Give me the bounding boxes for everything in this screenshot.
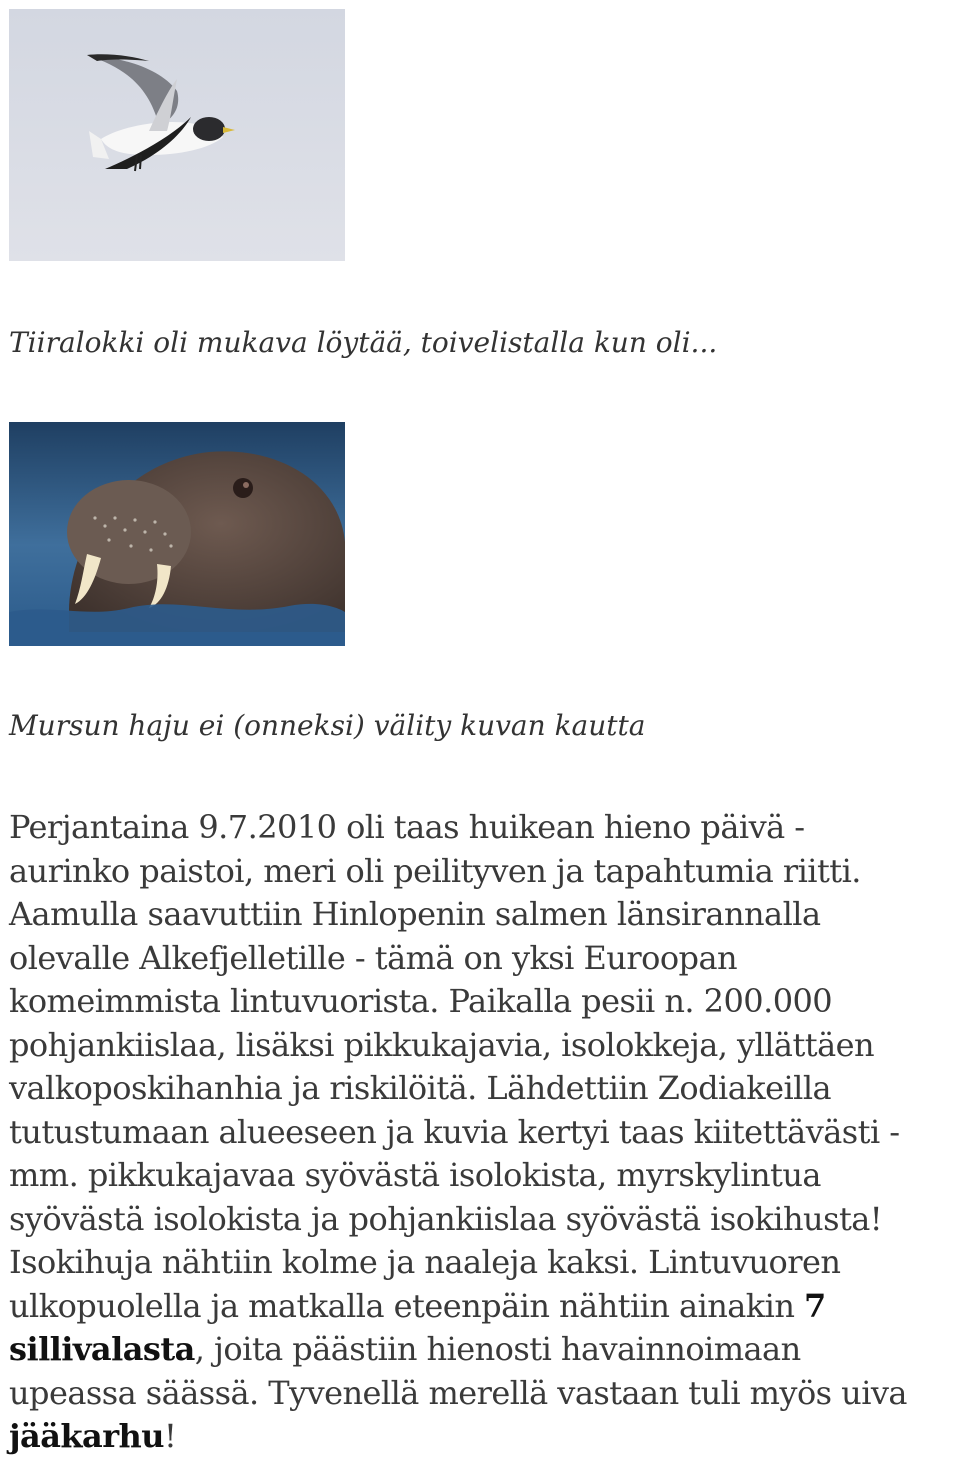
article-line: mm. pikkukajavaa syövästä isolokista, myrskylintua (9, 1156, 821, 1194)
article-line: pohjankiislaa, lisäksi pikkukajavia, isolokkeja, yllättäen (9, 1025, 875, 1064)
article-text-segment: , joita päästiin hienosti havainnoimaan (194, 1330, 801, 1368)
article-line: aurinko paistoi, meri oli peilityven ja tapahtumia riitti. (9, 851, 861, 890)
article-line: upeassa säässä. Tyvenellä merellä vastaan tuli myös uiva (9, 1373, 907, 1412)
walrus-caption: Mursun haju ei (onneksi) välity kuvan kautta (9, 709, 646, 742)
article-line (9, 1328, 959, 1372)
article-line: valkoposkihanhia ja riskilöitä. Lähdettiin Zodiakeilla (9, 1069, 832, 1107)
article-line: komeimmista lintuvuorista. Paikalla pesii n. 200.000 (9, 982, 833, 1020)
article-text-segment: ulkopuolella ja matkalla eteenpäin nähtiin ainakin (9, 1286, 795, 1325)
article-line: Aamulla saavuttiin Hinlopenin salmen länsirannalla (9, 895, 821, 933)
article-line (9, 1285, 959, 1329)
article-line: olevalle Alkefjelletille - tämä on yksi Euroopan (9, 938, 738, 977)
walrus-photo (9, 422, 345, 646)
water-ripples (9, 604, 345, 646)
polar-bear-highlight: jääkarhu (9, 1417, 164, 1455)
gull-caption: Tiiralokki oli mukava löytää, toivelistalla kun oli... (9, 326, 718, 359)
whale-count-highlight: 7 (804, 1286, 826, 1325)
article-line: Isokihuja nähtiin kolme ja naaleja kaksi. Lintuvuoren (9, 1243, 841, 1281)
article-text-segment: ! (163, 1417, 177, 1455)
article-line: tutustumaan alueeseen ja kuvia kertyi taas kiitettävästi - (9, 1112, 900, 1151)
whale-species-highlight: sillivalasta (9, 1330, 195, 1368)
article-text (9, 806, 959, 1459)
gull-photo (9, 9, 345, 261)
article-line: Perjantaina 9.7.2010 oli taas huikean hieno päivä - (9, 808, 805, 846)
article-line (9, 1415, 959, 1459)
article-line: syövästä isolokista ja pohjankiislaa syövästä isokihusta! (9, 1199, 883, 1238)
